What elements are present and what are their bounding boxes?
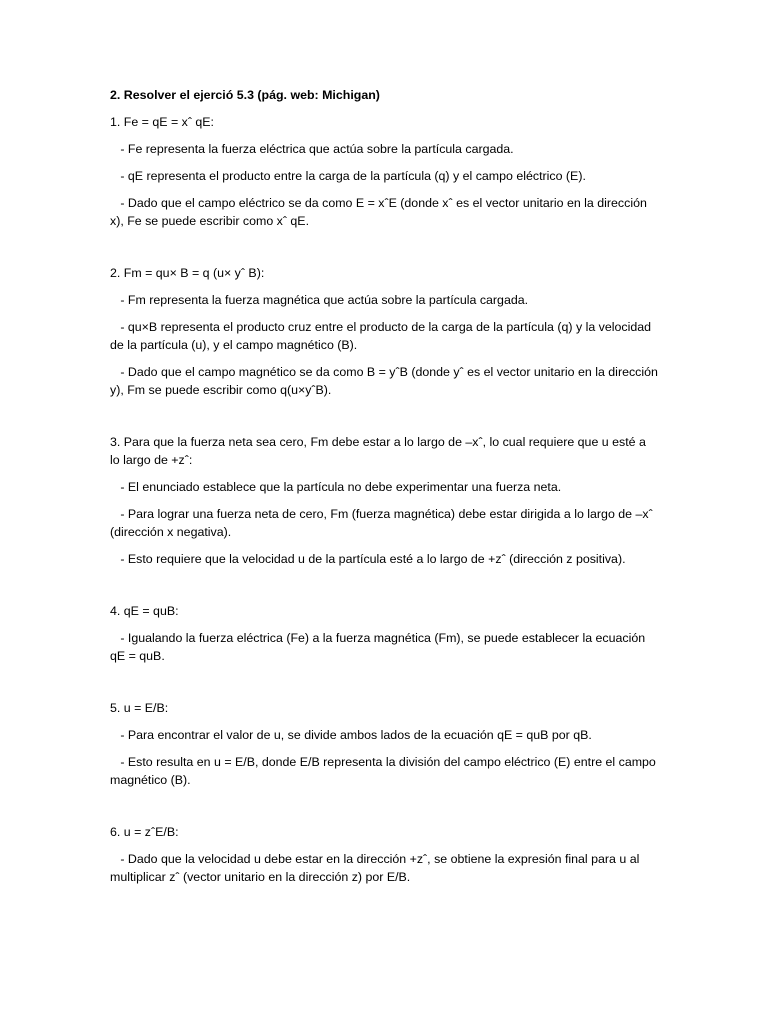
section-title: 1. Fe = qE = xˆ qE: <box>110 115 214 129</box>
section-title: 4. qE = quB: <box>110 604 179 618</box>
section-item: - Esto resulta en u = E/B, donde E/B representa la división del campo eléctrico (E) entre el campo magnético (B). <box>110 755 660 787</box>
section-item: - Fe representa la fuerza eléctrica que actúa sobre la partícula cargada. <box>110 142 514 156</box>
section-title: 3. Para que la fuerza neta sea cero, Fm debe estar a lo largo de –xˆ, lo cual requiere que u esté a lo largo de +zˆ: <box>110 435 646 467</box>
section-item: - Igualando la fuerza eléctrica (Fe) a la fuerza magnética (Fm), se puede establecer la ecuación qE = quB. <box>110 631 649 663</box>
section-3 <box>110 433 658 568</box>
section-item: - Fm representa la fuerza magnética que actúa sobre la partícula cargada. <box>110 293 529 307</box>
section-spacer <box>110 239 658 264</box>
section-6 <box>110 823 658 886</box>
section-item: - qu×B representa el producto cruz entre el producto de la carga de la partícula (q) y la velocidad de la partícula (u), y el campo magnético (B). <box>110 320 655 352</box>
section-spacer <box>110 798 658 823</box>
section-2 <box>110 264 662 399</box>
section-spacer <box>110 674 658 699</box>
section-5 <box>110 699 658 789</box>
section-spacer <box>110 577 658 602</box>
section-item: - Esto requiere que la velocidad u de la partícula esté a lo largo de +zˆ (dirección z positiva). <box>110 552 626 566</box>
document-page <box>110 86 662 895</box>
section-title: 6. u = zˆE/B: <box>110 825 179 839</box>
section-4 <box>110 602 658 665</box>
section-title: 2. Fm = qu× B = q (u× yˆ B): <box>110 266 265 280</box>
section-item: - Para lograr una fuerza neta de cero, Fm (fuerza magnética) debe estar dirigida a lo largo de –xˆ (dirección x negativa). <box>110 507 657 539</box>
section-item: - Para encontrar el valor de u, se divide ambos lados de la ecuación qE = quB por qB. <box>110 728 592 742</box>
section-item: - qE representa el producto entre la carga de la partícula (q) y el campo eléctrico (E). <box>110 169 586 183</box>
section-item: - El enunciado establece que la partícula no debe experimentar una fuerza neta. <box>110 480 562 494</box>
section-item: - Dado que el campo eléctrico se da como E = xˆE (donde xˆ es el vector unitario en la dirección x), Fe se puede escribir como xˆ qE. <box>110 196 651 228</box>
section-title: 5. u = E/B: <box>110 701 169 715</box>
section-item: - Dado que la velocidad u debe estar en la dirección +zˆ, se obtiene la expresión final para u al multiplicar zˆ (vector unitario en la dirección z) por E/B. <box>110 852 643 884</box>
document-heading: 2. Resolver el ejerció 5.3 (pág. web: Michigan) <box>110 88 380 102</box>
section-item: - Dado que el campo magnético se da como B = yˆB (donde yˆ es el vector unitario en la dirección y), Fm se puede escribir como q(u×yˆB). <box>110 365 662 397</box>
section-spacer <box>110 408 658 433</box>
section-1 <box>110 113 658 230</box>
